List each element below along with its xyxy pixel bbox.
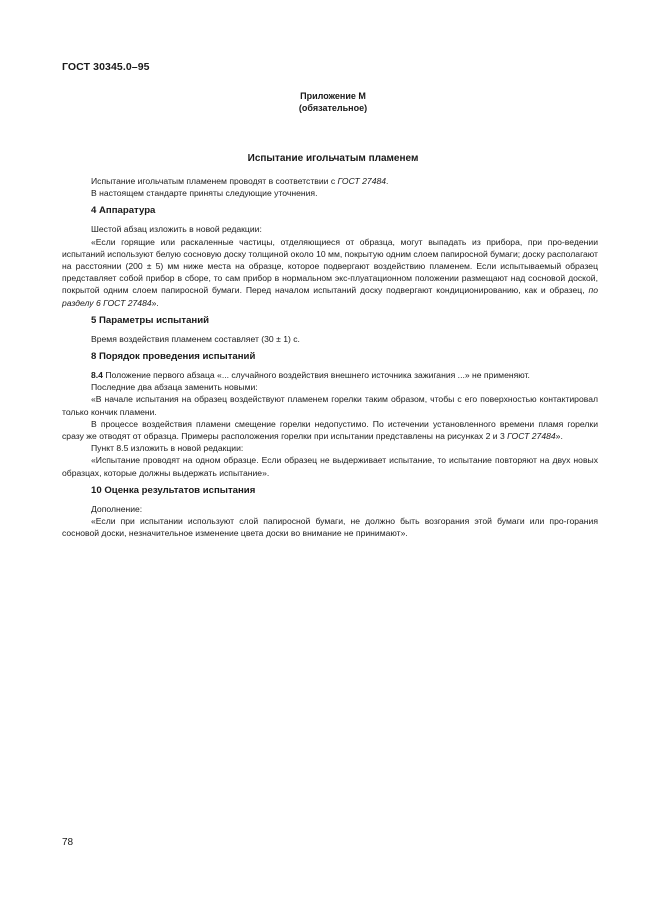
sec5-paragraph-1: Время воздействия пламенем составляет (30 ± 1) с. bbox=[91, 333, 300, 344]
sec4-text: «Если горящие или раскаленные частицы, отделяющиеся от образца, могут выпадать из прибора, при про-ведении испытаний используют белую сосновую доску толщиной около 10 мм, покрытую одним слоем папиросной бумаги; доску располагают на расстоянии (200 ± 5) мм ниже места на образце, которое подвергают воздействию пламенем. Если испытываемый образец представляет собой прибор в сборе, то сам прибор в нормальном экс-плуатационном положении размещают над сосновой доской, покрытой одним слоем папиросной бумаги. Перед началом испытаний доску подвергают кондиционированию, как и образец, bbox=[62, 236, 598, 296]
section-heading-4: 4 Аппаратура bbox=[91, 205, 156, 217]
appendix-title: Приложение М bbox=[300, 91, 366, 101]
section-heading-10: 10 Оценка результатов испытания bbox=[91, 484, 256, 496]
sec8-text: В процессе воздействия пламени смещение горелки недопустимо. По истечении установленного времени пламя горелки сразу же отводят от образца. Примеры расположения горелки при испытании представлены на рисунках 2 и 3 bbox=[62, 418, 598, 442]
clause-number: 8.4 bbox=[91, 370, 103, 381]
intro-paragraph-1 bbox=[62, 175, 598, 187]
sec8-paragraph-5: Пункт 8.5 изложить в новой редакции: bbox=[91, 443, 244, 454]
document-body bbox=[62, 175, 598, 539]
intro-end: . bbox=[386, 176, 389, 186]
sec10-paragraph-1: Дополнение: bbox=[91, 503, 143, 514]
standard-reference: ГОСТ 27484 bbox=[507, 431, 556, 442]
intro-paragraph-2: В настоящем стандарте приняты следующие уточнения. bbox=[91, 188, 318, 199]
sec4-paragraph-2 bbox=[62, 236, 598, 309]
sec10-paragraph-2: «Если при испытании используют слой папиросной бумаги, не должно быть возгорания этой бумаги или про-горания сосновой доски, незначительное изменение цвета доски во внимание не принимают». bbox=[62, 516, 598, 539]
section-heading-5: 5 Параметры испытаний bbox=[91, 314, 209, 326]
sec8-end: ». bbox=[555, 431, 563, 442]
standard-header: ГОСТ 30345.0–95 bbox=[62, 61, 150, 73]
sec8-paragraph-6: «Испытание проводят на одном образце. Если образец не выдерживает испытание, то испытание повторяют на двух новых образцах, которые должны выдержать испытание». bbox=[62, 455, 598, 478]
sec4-end: ». bbox=[151, 297, 159, 308]
sec8-paragraph-3: «В начале испытания на образец воздействуют пламенем горелки таким образом, чтобы с его поверхностью контактировал только кончик пламени. bbox=[62, 394, 598, 417]
appendix-type: (обязательное) bbox=[298, 102, 368, 113]
sec8-paragraph-1 bbox=[62, 369, 598, 381]
appendix-heading bbox=[0, 91, 646, 114]
sec8-paragraph-4 bbox=[62, 418, 598, 442]
section-heading-8: 8 Порядок проведения испытаний bbox=[91, 351, 256, 363]
standard-reference: по разделу 6 ГОСТ 27484 bbox=[62, 285, 598, 308]
document-title: Испытание игольчатым пламенем bbox=[247, 153, 419, 164]
sec8-paragraph-2: Последние два абзаца заменить новыми: bbox=[91, 382, 258, 393]
page-number: 78 bbox=[62, 837, 74, 848]
standard-reference: ГОСТ 27484 bbox=[337, 176, 387, 186]
sec4-paragraph-1: Шестой абзац изложить в новой редакции: bbox=[91, 224, 262, 235]
intro-text: Испытание игольчатым пламенем проводят в соответствии с bbox=[91, 176, 338, 186]
sec8-text: Положение первого абзаца «... случайного воздействия внешнего источника зажигания ...» не применяют. bbox=[102, 370, 530, 381]
